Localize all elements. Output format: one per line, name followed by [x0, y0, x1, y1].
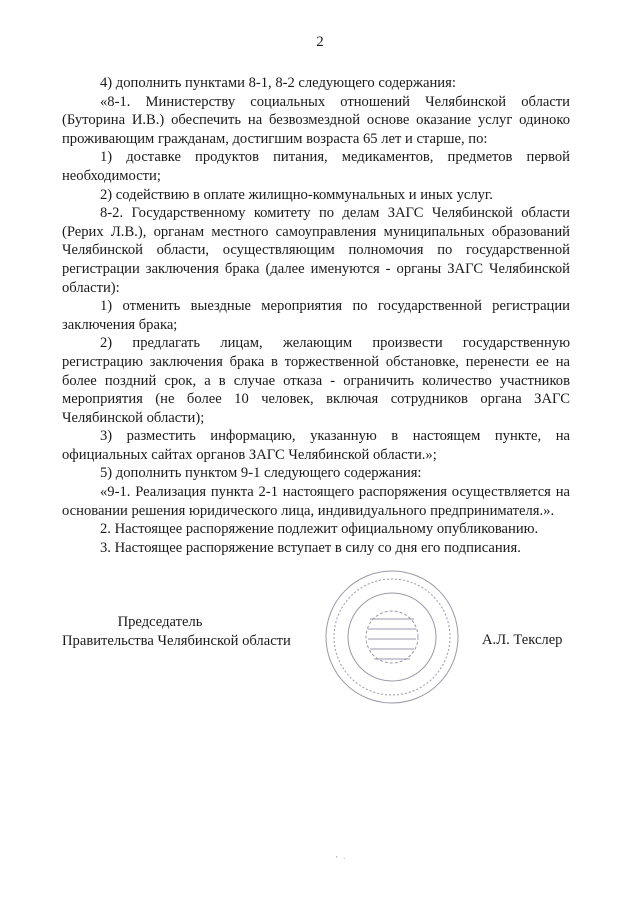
- paragraph: 3. Настоящее распоряжение вступает в силу со дня его подписания.: [100, 539, 521, 556]
- paragraph: «8-1. Министерству социальных отношений Челябинской области (Буторина И.В.) обеспечить на безвозмездной основе оказание услуг одиноко проживающим гражданам, достигшим возраста 65 лет и старше, по:: [62, 93, 570, 147]
- seal-outer-ring: [326, 571, 458, 703]
- paragraph: 8-2. Государственному комитету по делам ЗАГС Челябинской области (Рерих Л.В.), органам местного самоуправления муниципальных образований Челябинской области, осуществляющим полномочия по государственной регистрации заключения брака (далее именуются - органы ЗАГС Челябинской области):: [62, 205, 570, 296]
- paragraph: 1) доставке продуктов питания, медикаментов, предметов первой необходимости;: [62, 149, 570, 184]
- paragraph: 2) содействию в оплате жилищно-коммунальных и иных услуг.: [100, 186, 493, 203]
- page-number: 2: [316, 34, 324, 50]
- signatory-title-line2: Правительства Челябинской области: [62, 632, 291, 649]
- paragraph: 1) отменить выездные мероприятия по государственной регистрации заключения брака;: [62, 298, 570, 333]
- seal-inner-ring: [348, 593, 436, 681]
- signatory-title-line1: Председатель: [117, 614, 203, 630]
- document-body: [62, 74, 570, 557]
- signatory-title: [62, 613, 298, 650]
- paragraph: 2) предлагать лицам, желающим произвести государственную регистрацию заключения брака в торжественной обстановке, перенести ее на более поздний срок, а в случае отказа - ограничить количество участников мероприятия (не более 10 человек, включая сотрудников органа ЗАГС Челябинской области);: [62, 335, 570, 426]
- scan-artifact: ' ·: [336, 855, 348, 863]
- paragraph: 2. Настоящее распоряжение подлежит официальному опубликованию.: [100, 521, 539, 538]
- paragraph: «9-1. Реализация пункта 2-1 настоящего распоряжения осуществляется на основании решения юридического лица, индивидуального предпринимателя.».: [62, 484, 570, 519]
- signatory-name: А.Л. Текслер: [482, 632, 563, 648]
- official-seal: [322, 567, 462, 707]
- paragraph: 5) дополнить пунктом 9-1 следующего содержания:: [100, 465, 422, 482]
- paragraph: 3) разместить информацию, указанную в настоящем пункте, на официальных сайтах органов ЗАГС Челябинской области.»;: [62, 428, 570, 463]
- paragraph: 4) дополнить пунктами 8-1, 8-2 следующего содержания:: [100, 75, 456, 91]
- seal-middle-ring: [334, 579, 450, 695]
